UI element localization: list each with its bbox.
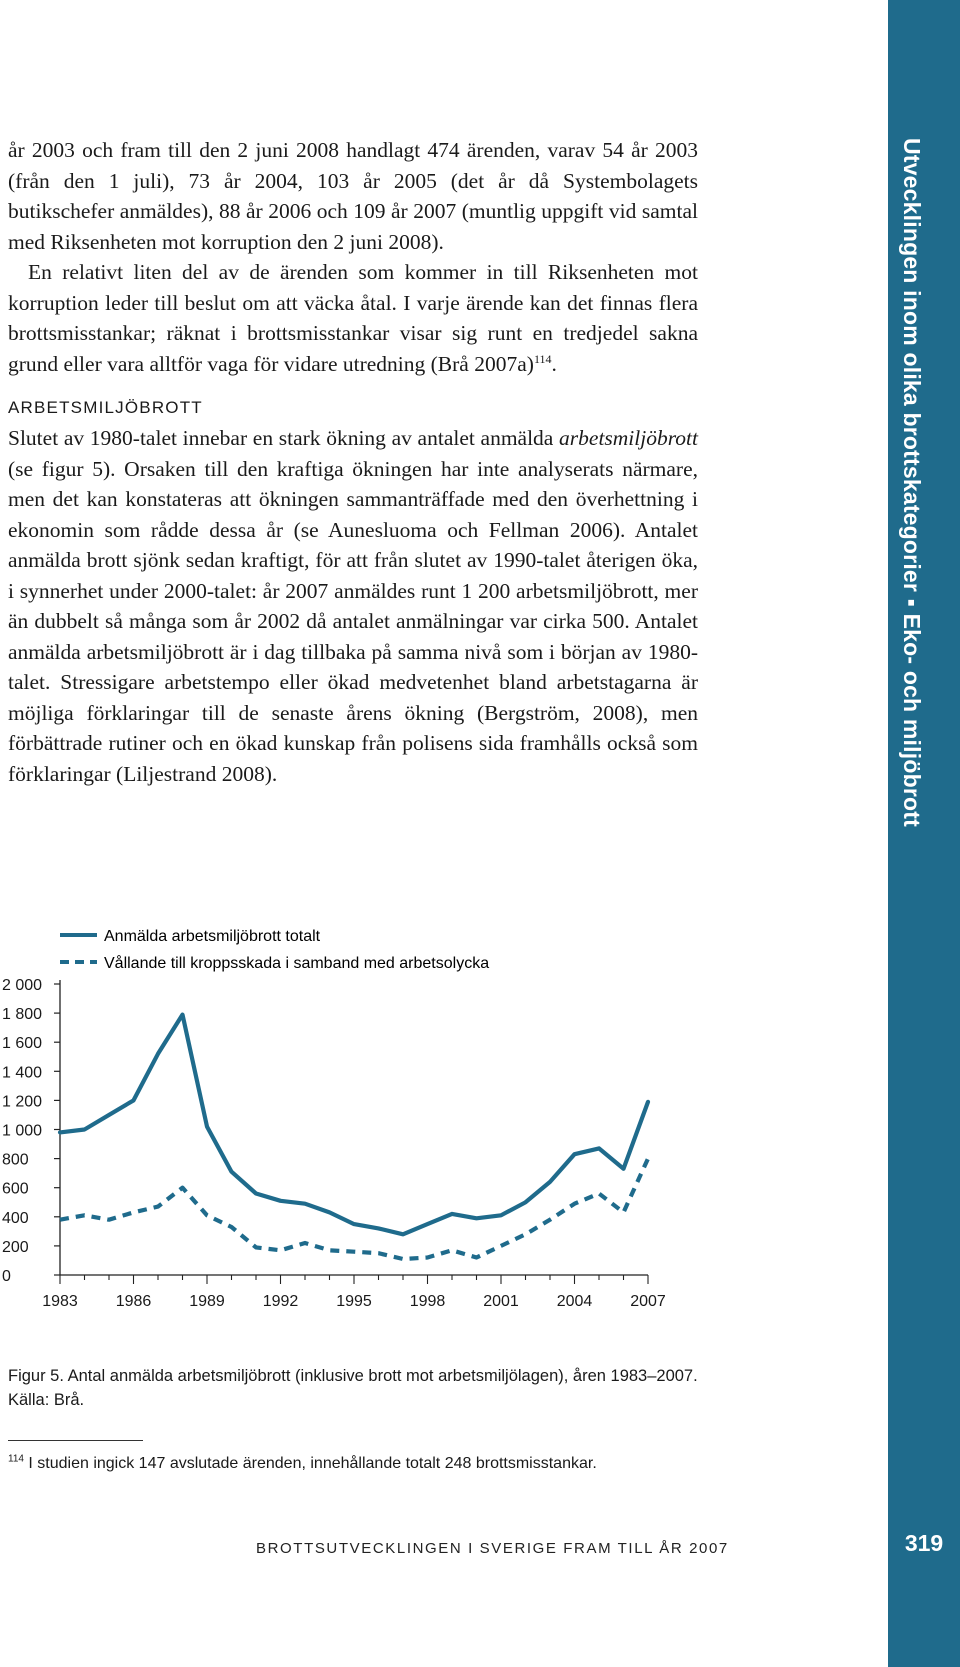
chapter-title: Utvecklingen inom olika brottskategorier ▪ Eko- och miljöbrott bbox=[899, 138, 925, 827]
line-chart bbox=[0, 910, 720, 1330]
x-tick-label: 1989 bbox=[189, 1293, 225, 1310]
x-tick-label: 1992 bbox=[262, 1293, 299, 1310]
figure-caption: Figur 5. Antal anmälda arbetsmiljöbrott (inklusive brott mot arbetsmiljölagen), åren 1983–2007. Källa: Brå. bbox=[8, 1367, 698, 1409]
x-tick-label: 1986 bbox=[115, 1293, 152, 1310]
x-tick-label: 2007 bbox=[630, 1293, 666, 1310]
y-tick-label: 1 000 bbox=[2, 1122, 43, 1140]
y-tick-label: 1 600 bbox=[2, 1035, 43, 1053]
footnote-ref[interactable]: 114 bbox=[533, 351, 552, 366]
legend bbox=[60, 928, 489, 972]
y-tick-label: 800 bbox=[2, 1151, 29, 1169]
legend-label-injury: Vållande till kroppsskada i samband med arbetsolycka bbox=[104, 955, 490, 972]
x-tick-label: 2001 bbox=[483, 1293, 519, 1310]
series-line-total bbox=[60, 1015, 648, 1235]
section-heading: ARBETSMILJÖBROTT bbox=[8, 398, 203, 417]
page-number: 319 bbox=[904, 1530, 944, 1556]
paragraph-3-rest: (se figur 5). Orsaken till den kraftiga ökningen har inte analyserats närmare, men det kan konstateras att ökningen sammanträffade med den överhettning i ekonomin som rådde dessa år (se Aunesluoma och Fellman 2006). Antalet anmälda brott sjönk sedan kraftigt, för att från slutet av 1990-talet återigen öka, i synnerhet under 2000-talet: år 2007 anmäldes runt 1 200 arbetsmiljöbrott, mer än dubbelt så många som år 2002 då antalet anmälningar var cirka 500. Antalet anmälda arbetsmiljöbrott är i dag tillbaka på samma nivå som i början av 1980-talet. Stressigare arbetstempo eller ökad medvetenhet bland arbetstagarna är möjliga förklaringar till de senaste årens ökning (Bergström, 2008), men förbättrade rutiner och en ökad kunskap från polisens sida framhålls också som förklaringar (Liljestrand 2008). bbox=[8, 456, 698, 786]
body-text bbox=[8, 135, 698, 789]
x-tick-label: 1983 bbox=[42, 1293, 78, 1310]
x-tick-label: 1998 bbox=[409, 1293, 446, 1310]
footnote-number: 114 bbox=[8, 1453, 24, 1465]
y-tick-label: 400 bbox=[2, 1209, 29, 1227]
y-tick-label: 2 000 bbox=[2, 977, 43, 994]
y-tick-label: 1 800 bbox=[2, 1006, 43, 1024]
paragraph-3-start: Slutet av 1980-talet innebar en stark ökning av antalet anmälda bbox=[8, 426, 560, 450]
footnote-rule bbox=[8, 1440, 143, 1441]
y-tick-label: 1 200 bbox=[2, 1093, 43, 1111]
paragraph-2-end: . bbox=[551, 351, 557, 376]
y-tick-label: 1 400 bbox=[2, 1064, 43, 1082]
y-tick-label: 600 bbox=[2, 1180, 29, 1198]
paragraph-1: år 2003 och fram till den 2 juni 2008 handlagt 474 ärenden, varav 54 år 2003 (från den 1 juli), 73 år 2004, 103 år 2005 (det år då Systembolagets butikschefer anmäldes), 88 år 2006 och 109 år 2007 (muntlig uppgift vid samtal med Riksenheten mot korruption den 2 juni 2008). bbox=[8, 138, 698, 254]
paragraph-3 bbox=[8, 423, 698, 789]
axes bbox=[2, 977, 666, 1310]
figure-5-chart bbox=[0, 910, 720, 1330]
legend-label-total: Anmälda arbetsmiljöbrott totalt bbox=[104, 928, 321, 945]
paragraph-2 bbox=[8, 257, 698, 379]
footnote-text: I studien ingick 147 avslutade ärenden, innehållande totalt 248 brottsmisstankar. bbox=[23, 1455, 597, 1472]
paragraph-2-text: En relativt liten del av de ärenden som kommer in till Riksenheten mot korruption leder till beslut om att väcka åtal. I varje ärende kan det finnas flera brottsmisstankar; räknat i brottsmisstankar visar sig runt en tredjedel sakna grund eller vara alltför vaga för vidare utredning (Brå 2007a) bbox=[8, 260, 698, 376]
x-tick-label: 1995 bbox=[336, 1293, 372, 1310]
running-footer: BROTTSUTVECKLINGEN I SVERIGE FRAM TILL ÅR 2007 bbox=[256, 1540, 729, 1557]
footnote bbox=[8, 1455, 708, 1473]
x-tick-label: 2004 bbox=[556, 1293, 593, 1310]
y-tick-label: 200 bbox=[2, 1238, 29, 1256]
paragraph-3-term: arbetsmiljöbrott bbox=[559, 426, 698, 450]
y-tick-label: 0 bbox=[2, 1268, 11, 1285]
series-lines bbox=[60, 1015, 648, 1259]
